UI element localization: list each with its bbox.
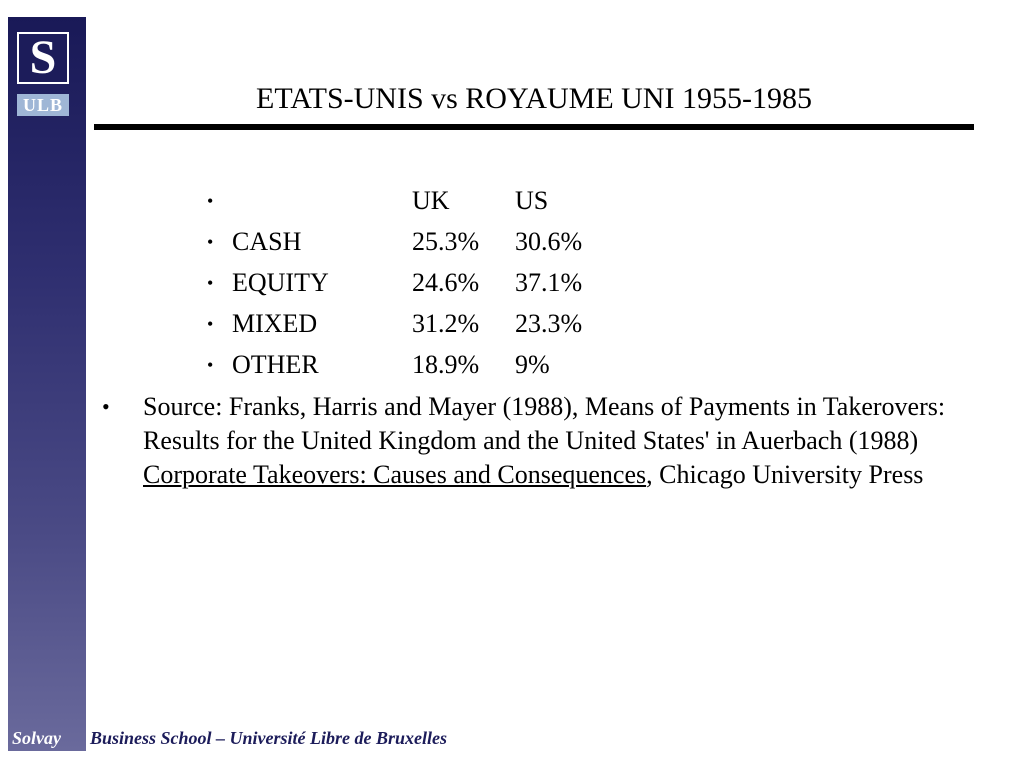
uk-value: 24.6% <box>412 268 480 297</box>
bullet-icon: • <box>102 394 110 419</box>
bullet-icon: • <box>207 355 214 375</box>
footer-school: Business School – Université Libre de Bruxelles <box>90 728 448 748</box>
title-rule <box>94 124 974 130</box>
book-title: Corporate Takeovers: Causes and Consequences <box>143 460 647 489</box>
us-value: 23.3% <box>515 309 583 338</box>
logo-letter: S <box>29 31 57 84</box>
bullet-icon: • <box>207 232 214 252</box>
us-value: 37.1% <box>515 268 583 297</box>
ulb-logo: ULB <box>17 94 69 116</box>
bullet-icon: • <box>207 314 214 334</box>
row-label: EQUITY <box>232 268 329 297</box>
source-prefix: Source: Franks, Harris and Mayer (1988), Means of Payments in Takerovers: Results for the United Kingdom and the United States' in Auerbach (1988) <box>143 392 946 455</box>
row-label: CASH <box>232 227 302 256</box>
uk-value: 25.3% <box>412 227 480 256</box>
slide-title: ETATS-UNIS vs ROYAUME UNI 1955-1985 <box>256 82 812 115</box>
sidebar-band <box>8 17 86 751</box>
col-us-header: US <box>515 186 549 215</box>
uk-value: 31.2% <box>412 309 480 338</box>
bullet-icon: • <box>207 273 214 293</box>
us-value: 9% <box>515 350 550 379</box>
source-suffix: , Chicago University Press <box>646 460 924 489</box>
source-text <box>143 390 953 492</box>
us-value: 30.6% <box>515 227 583 256</box>
solvay-logo <box>17 32 69 84</box>
footer-solvay: Solvay <box>12 728 61 748</box>
bullet-icon: • <box>207 191 214 211</box>
row-label: OTHER <box>232 350 319 379</box>
row-label: MIXED <box>232 309 318 338</box>
col-uk-header: UK <box>412 186 450 215</box>
uk-value: 18.9% <box>412 350 480 379</box>
